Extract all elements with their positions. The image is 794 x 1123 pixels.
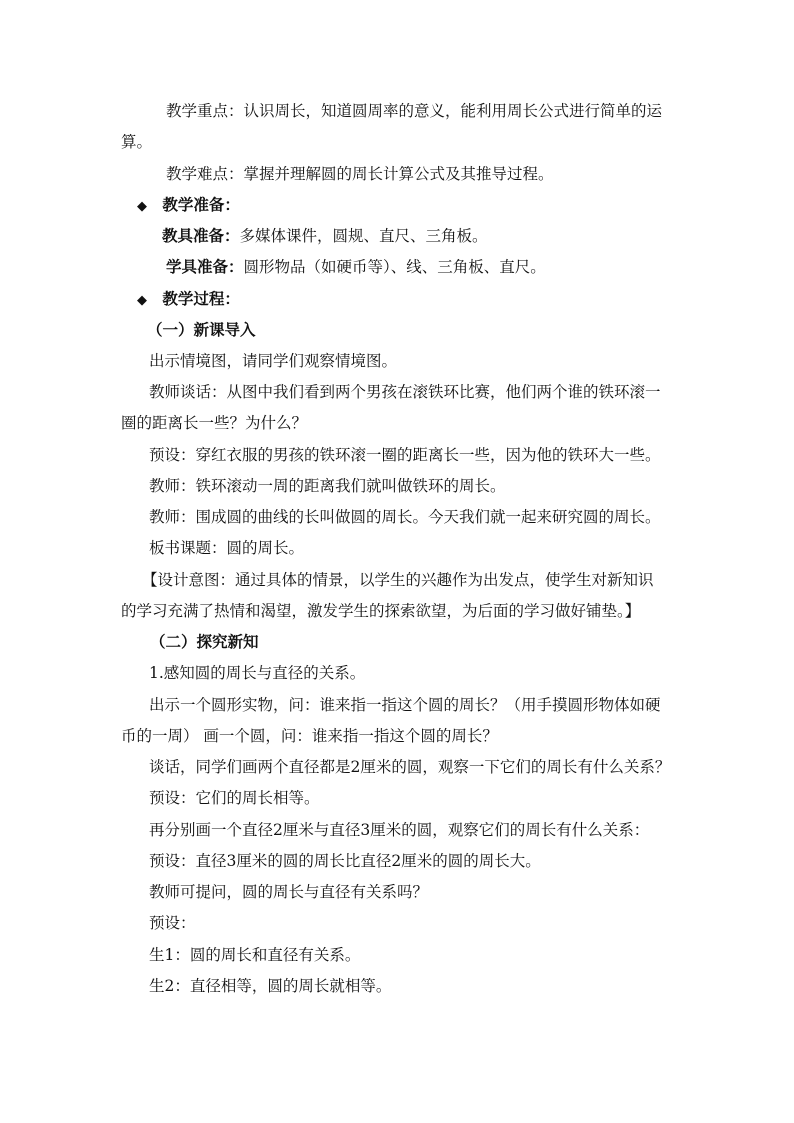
diamond-bullet-icon: ◆ [137,199,147,214]
paragraph-line: 生1：圆的周长和直径有关系。 [149,946,361,964]
paragraph-line: 币的一周） 画一个圆，问：谁来指一指这个圆的周长？ [121,727,498,745]
student-tools-line [166,257,546,277]
design-intent-line-2: 的学习充满了热情和渴望，激发学生的探索欲望，为后面的学习做好铺垫。】 [121,602,641,620]
paragraph-line: 教师谈话：从图中我们看到两个男孩在滚铁环比赛，他们两个谁的铁环滚一 [149,383,661,401]
teaching-difficulty-line: 教学难点：掌握并理解圆的周长计算公式及其推导过程。 [166,165,554,183]
teacher-tools-text: 多媒体课件，圆规、直尺、三角板。 [239,227,488,245]
paragraph-line: 预设：直径3厘米的圆的周长比直径2厘米的圆的周长大。 [149,852,541,870]
paragraph-line: 板书课题：圆的周长。 [149,539,305,557]
paragraph-line: 出示情境图，请同学们观察情境图。 [149,352,398,370]
paragraph-line: 再分别画一个直径2厘米与直径3厘米的圆，观察它们的周长有什么关系： [149,821,650,839]
paragraph-line: 预设：它们的周长相等。 [149,789,320,807]
section-heading-intro: （一）新课导入 [147,320,256,339]
student-tools-text: 圆形物品（如硬币等）、线、三角板、直尺。 [243,258,546,276]
teaching-focus-line-1: 教学重点：认识周长，知道圆周率的意义，能利用周长公式进行简单的运 [166,102,663,120]
paragraph-line: 圈的距离长一些？为什么？ [121,414,308,432]
teaching-prep-label: 教学准备： [162,195,240,214]
paragraph-line: 出示一个圆形实物，问：谁来指一指这个圆的周长？（用手摸圆形物体如硬 [149,696,661,714]
paragraph-line: 教师：围成圆的曲线的长叫做圆的周长。今天我们就一起来研究圆的周长。 [149,508,661,526]
teaching-process-label: 教学过程： [162,289,240,308]
paragraph-line: 生2：直径相等，圆的周长就相等。 [149,977,392,995]
teaching-process-heading [137,289,240,311]
section-heading-explore: （二）探究新知 [150,632,259,651]
paragraph-line: 1.感知圆的周长与直径的关系。 [149,664,366,682]
teaching-focus-line-2: 算。 [121,133,153,151]
paragraph-line: 教师可提问，圆的周长与直径有关系吗？ [149,883,429,901]
student-tools-label: 学具准备： [166,257,244,276]
paragraph-line: 教师：铁环滚动一周的距离我们就叫做铁环的周长。 [149,477,506,495]
diamond-bullet-icon: ◆ [137,293,147,308]
design-intent-line-1: 【设计意图：通过具体的情景，以学生的兴趣作为出发点，使学生对新知识 [142,571,654,589]
teaching-prep-heading [137,195,240,217]
paragraph-line: 预设： [149,914,196,932]
paragraph-line: 谈话，同学们画两个直径都是2厘米的圆，观察一下它们的周长有什么关系？ [149,758,671,776]
teacher-tools-label: 教具准备： [162,226,240,245]
paragraph-line: 预设：穿红衣服的男孩的铁环滚一圈的距离长一些，因为他的铁环大一些。 [149,446,661,464]
teacher-tools-line [162,226,488,246]
